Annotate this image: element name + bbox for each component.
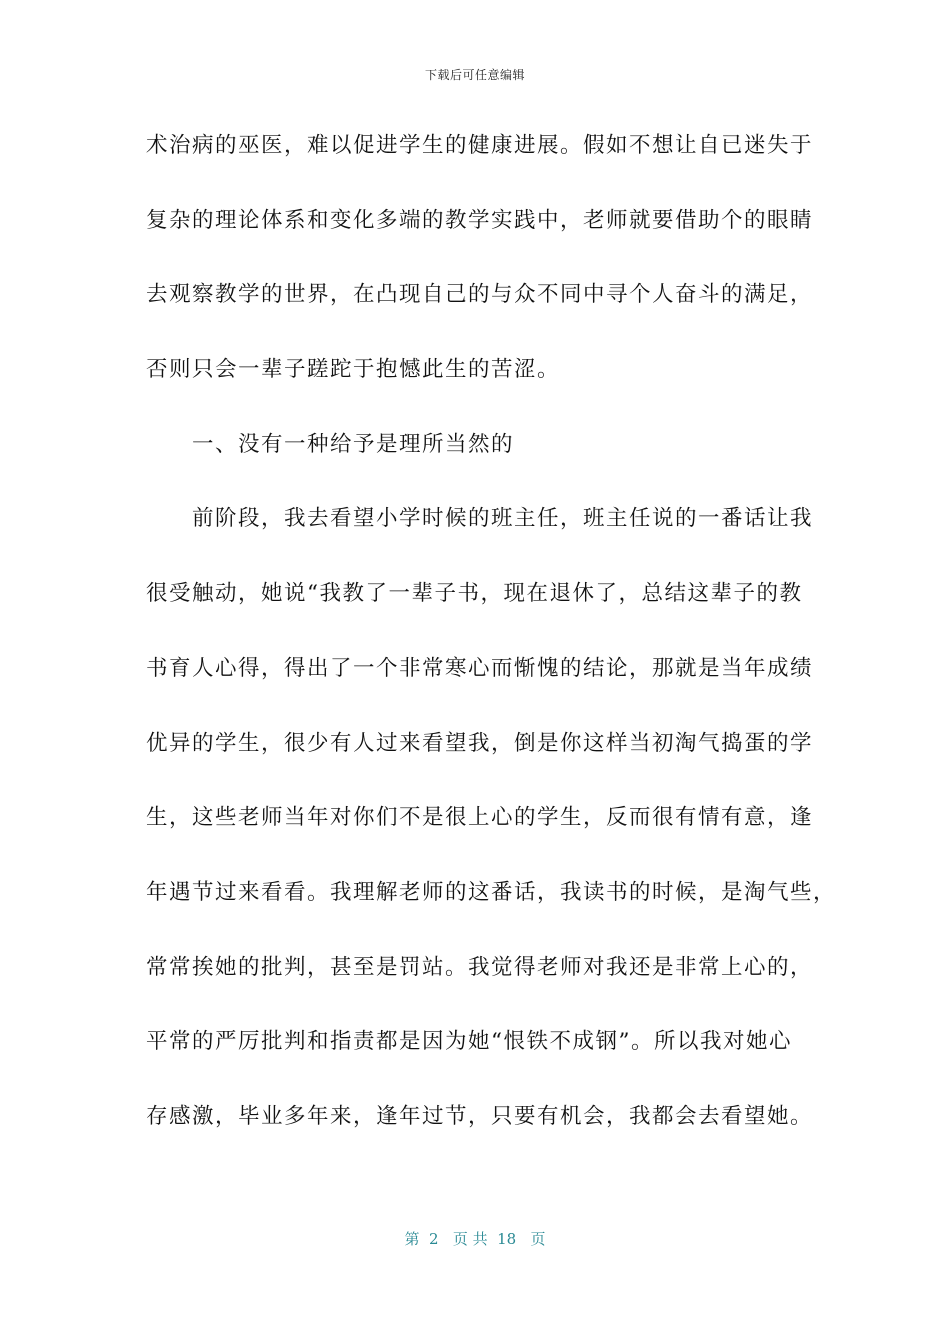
paragraph-line: 优异的学生，很少有人过来看望我，倒是你这样当初淘气捣蛋的学 [146, 730, 814, 756]
document-body [146, 124, 837, 1170]
paragraph-line: 术治病的巫医，难以促进学生的健康进展。假如不想让自已迷失于 [146, 133, 814, 158]
paragraph-line: 常常挨她的批判，甚至是罚站。我觉得老师对我还是非常上心的， [146, 954, 814, 980]
paragraph-line: 平常的严厉批判和指责都是因为她“恨铁不成钢”。所以我对她心 [146, 1029, 792, 1055]
page-number-footer: 第 2 页 共 18 页 [404, 1230, 546, 1248]
paragraph-line: 复杂的理论体系和变化多端的教学实践中，老师就要借助个的眼睛 [146, 207, 814, 233]
paragraph-line: 去观察教学的世界，在凸现自己的与众不同中寻个人奋斗的满足， [146, 282, 814, 308]
section-heading: 一、没有一种给予是理所当然的 [192, 431, 515, 457]
paragraph-line: 书育人心得，得出了一个非常寒心而惭愧的结论，那就是当年成绩 [146, 655, 814, 681]
paragraph-line: 很受触动，她说“我教了一辈子书，现在退休了，总结这辈子的教 [146, 581, 803, 607]
page-header: 下载后可任意编辑 [424, 68, 525, 82]
paragraph-line: 年遇节过来看看。我理解老师的这番话，我读书的时候，是淘气些， [146, 879, 837, 905]
paragraph-line: 存感激，毕业多年来，逢年过节，只要有机会，我都会去看望她。 [146, 1103, 814, 1129]
paragraph-line: 前阶段，我去看望小学时候的班主任，班主任说的一番话让我 [192, 506, 814, 532]
paragraph-line: 生，这些老师当年对你们不是很上心的学生，反而很有情有意，逢 [146, 805, 814, 831]
paragraph-line: 否则只会一辈子蹉跎于抱憾此生的苦涩。 [146, 357, 561, 383]
